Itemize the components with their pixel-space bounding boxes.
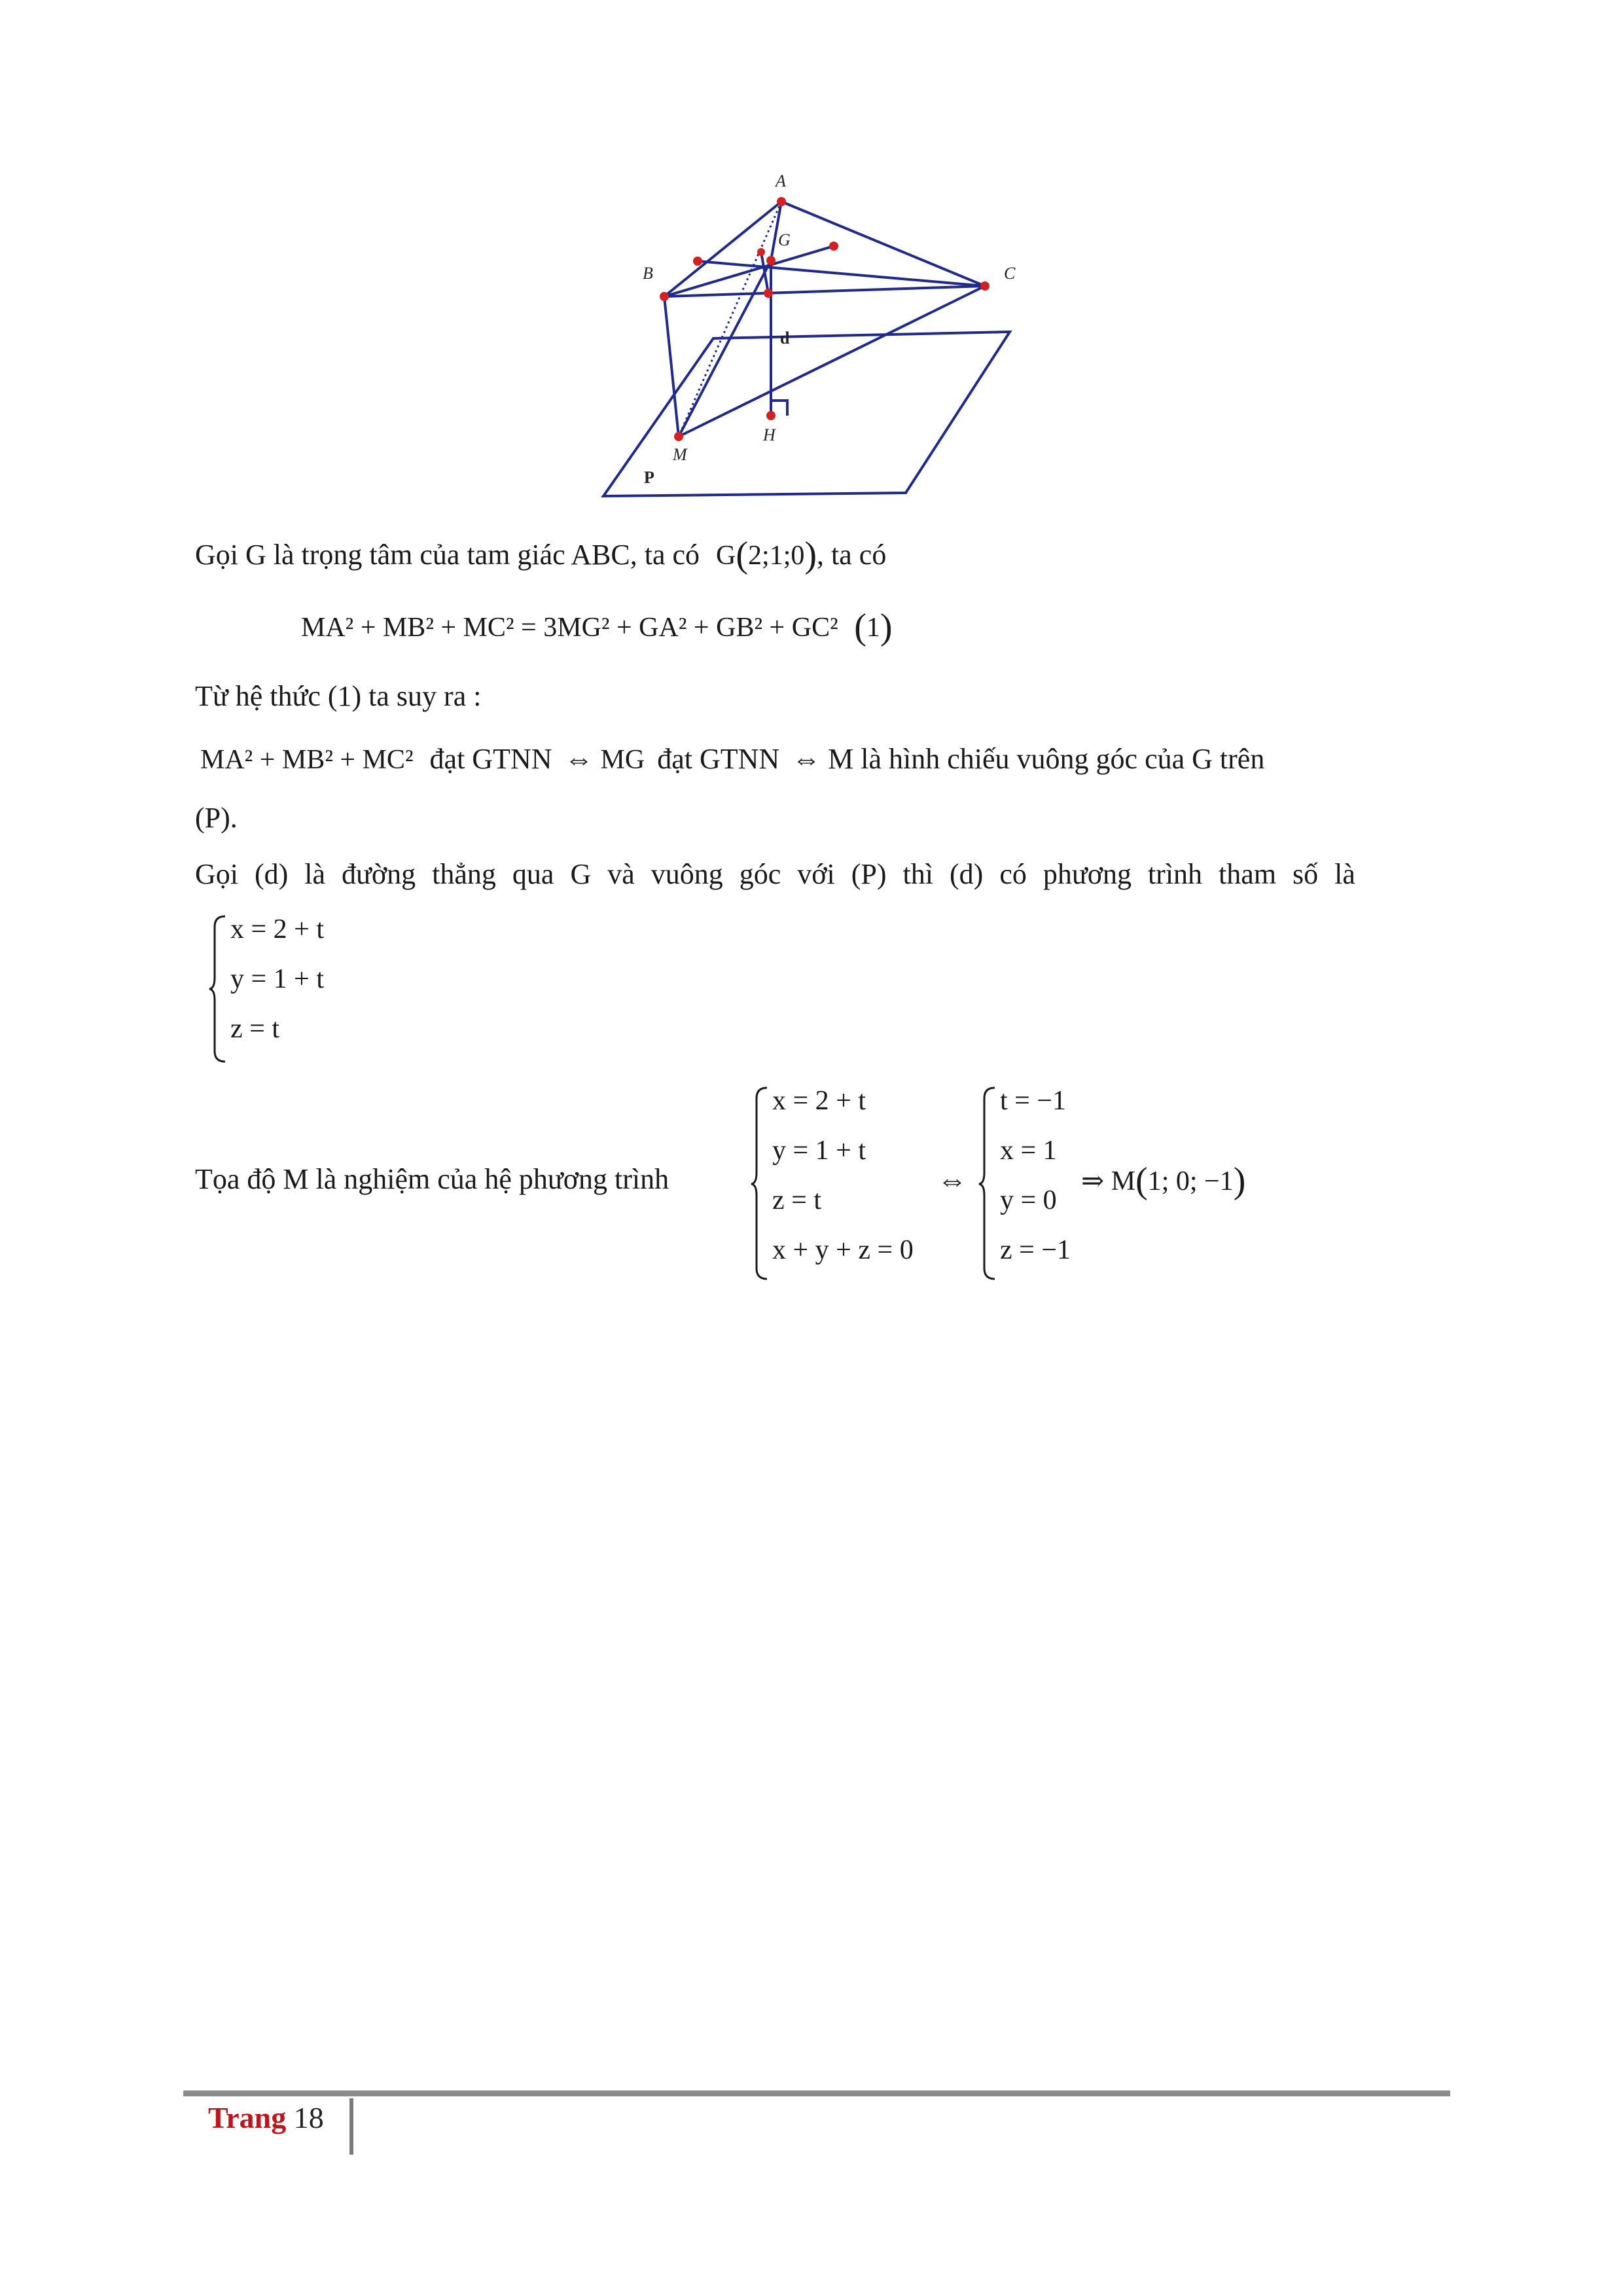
label-b: B [643,264,653,283]
footer-divider [183,2090,1450,2096]
page-number: 18 [293,2101,324,2134]
equation-1-expr: MA² + MB² + MC² = 3MG² + GA² + GB² + GC² [301,613,838,643]
deduction-line: Từ hệ thức (1) ta suy ra : [195,680,482,712]
plane-p [603,332,1010,496]
mg-label: MG [600,745,645,775]
result-label: M [1111,1166,1136,1196]
result-coords: 1; 0; −1 [1147,1166,1234,1196]
footer-separator [349,2098,353,2155]
sum-expression: MA² + MB² + MC² [200,745,414,775]
g-label: G [716,541,736,571]
label-d: d [780,329,790,348]
label-h: H [763,425,776,444]
line-d-text: Gọi (d) là đường thẳng qua G và vuông góc với (P) thì (d) có phương trình tham số là [195,858,1355,890]
sys1-row: z = t [230,1014,279,1044]
label-a: A [776,171,786,190]
equation-1-tag: 1 [866,613,880,643]
centroid-sentence: Gọi G là trọng tâm của tam giác ABC, ta có G(2;1;0), ta có [195,535,887,575]
line-d-sentence [195,856,1435,893]
min-text-1: đạt GTNN [429,743,552,775]
label-g: G [778,230,791,249]
sys2-row: z = t [772,1185,821,1215]
brace-icon [750,1085,770,1282]
parametric-system [208,914,404,1064]
sys3-row: z = −1 [1000,1235,1071,1265]
brace-icon [978,1085,997,1282]
g-coords: 2;1;0 [748,541,805,571]
equiv-arrow: ⇔ [937,1163,967,1196]
sys3-row: x = 1 [1000,1136,1057,1166]
footer-label: Trang [208,2101,287,2134]
sys2-row: x = 2 + t [772,1086,866,1116]
brace-icon [208,914,228,1064]
geometry-figure [589,157,1060,511]
solve-sentence: Tọa độ M là nghiệm của hệ phương trình [195,1163,669,1195]
plane-ref: (P). [195,802,238,834]
sys2-row: y = 1 + t [772,1136,866,1166]
label-m: M [673,445,687,464]
minimum-condition [200,741,1264,778]
sys3-row: t = −1 [1000,1086,1067,1116]
implies-arrow: ⇒ [1081,1166,1105,1196]
sys2-row: x + y + z = 0 [772,1235,914,1265]
sys3-row: y = 0 [1000,1185,1057,1215]
sys1-row: x = 2 + t [230,914,325,944]
projection-text: M là hình chiếu vuông góc của G trên [828,743,1265,775]
centroid-text-post: , ta có [817,539,887,571]
equation-1: MA² + MB² + MC² = 3MG² + GA² + GB² + GC² (1) [301,607,893,647]
label-p: P [644,468,654,487]
page-footer [208,2100,324,2136]
sys1-row: y = 1 + t [230,964,325,994]
min-text-2: đạt GTNN [657,743,780,775]
result-point: ⇒ M(1; 0; −1) [1081,1160,1246,1201]
centroid-text: Gọi G là trọng tâm của tam giác ABC, ta có [195,539,700,571]
equiv-arrow-2: ⇔ [792,743,821,775]
pyramid-diagram [589,157,1060,511]
equiv-arrow-1: ⇔ [564,743,594,775]
label-c: C [1004,264,1016,283]
